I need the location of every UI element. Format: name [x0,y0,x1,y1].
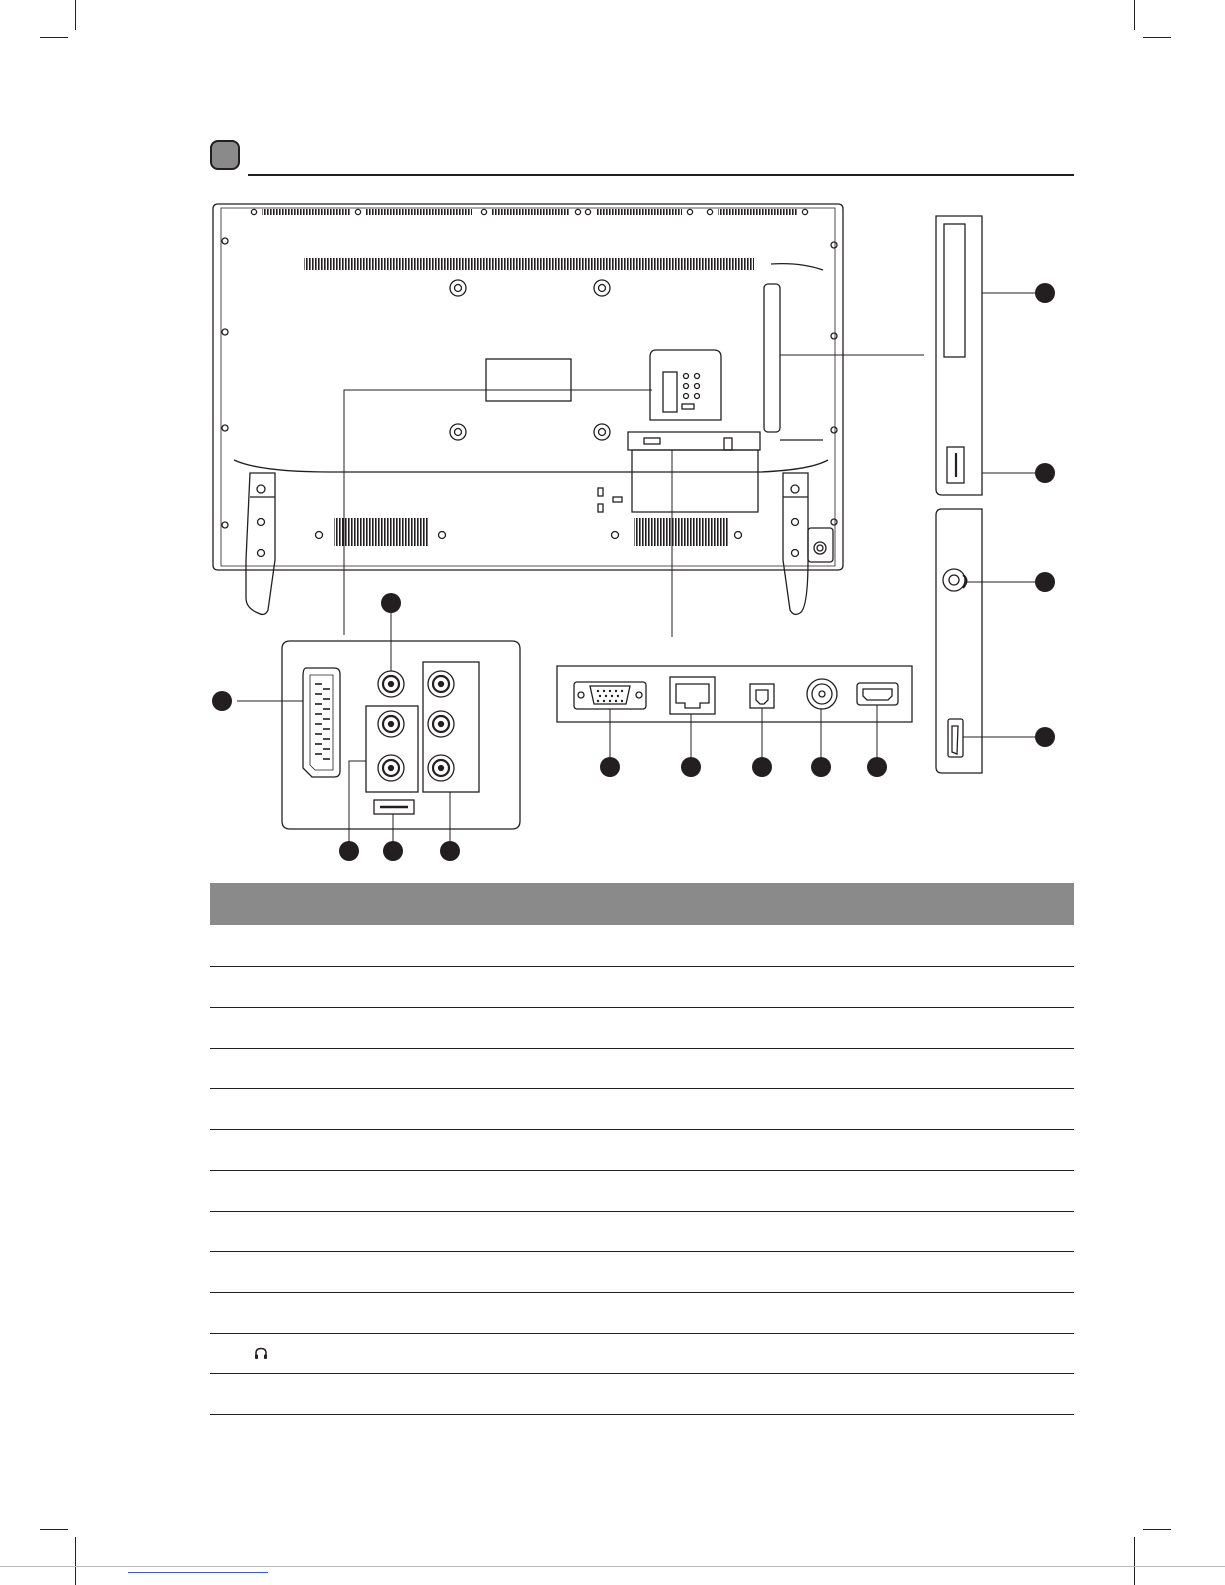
optical-port-icon [750,684,774,708]
bottom-connector-panel [557,666,912,757]
tv-rear-panel-icon [213,204,843,614]
table-header [210,883,1074,925]
rca-jack-icon [366,662,479,792]
scart-socket-icon [303,668,340,777]
table-row [210,1374,1074,1415]
table-row [210,967,1074,1008]
vga-port-icon [574,682,646,709]
crop-mark [1134,1537,1135,1585]
ci-slot-icon [944,224,965,357]
crop-mark [0,1566,1225,1567]
table-row [210,1293,1074,1334]
headphone-icon [254,1347,268,1360]
headphone-jack-icon [943,569,967,591]
link-underline [128,1572,268,1573]
crop-mark [75,1537,76,1585]
table-row [210,925,1074,967]
table-row [210,1171,1074,1212]
lan-port-icon [670,677,715,714]
hdmi-port-icon [948,719,963,757]
table-row [210,1089,1074,1130]
table-row [210,1049,1074,1089]
scart-panel [237,612,520,842]
connections-table [210,883,1074,1415]
table-row [210,1212,1074,1252]
side-panel-upper [936,216,1040,495]
table-row [210,1252,1074,1293]
crop-mark [40,1529,68,1530]
crop-mark [1143,1529,1171,1530]
table-row [210,1008,1074,1049]
callout-markers [212,283,1055,861]
side-panel-lower [936,509,1040,773]
table-row [210,1334,1074,1374]
coax-aerial-port-icon [807,679,837,709]
table-row [210,1130,1074,1171]
hdmi-port-icon [857,683,898,705]
